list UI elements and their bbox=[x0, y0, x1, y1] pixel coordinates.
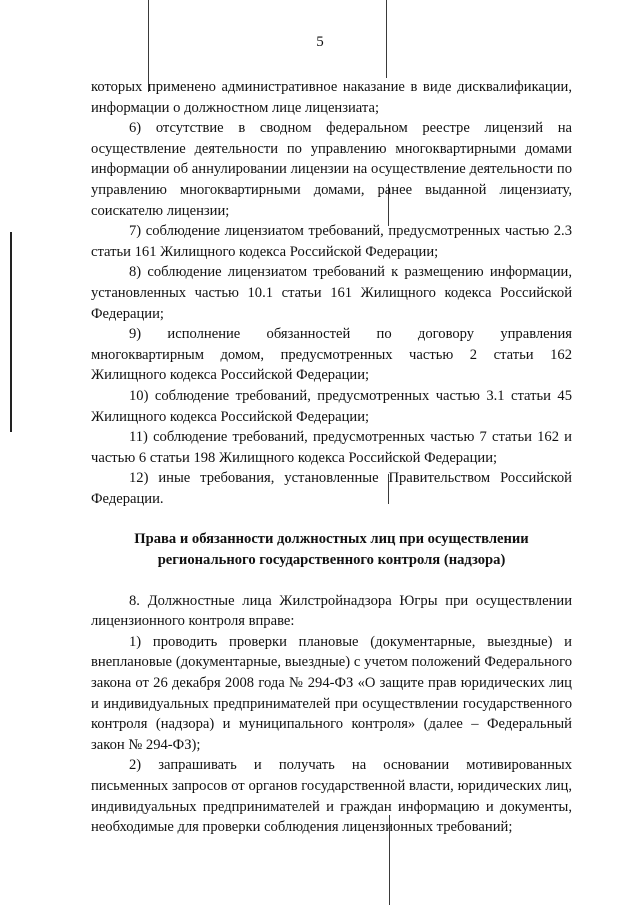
scan-artifact-line bbox=[10, 232, 12, 432]
section-title: Права и обязанности должностных лиц при осуществлении регионального государственного контроля (надзора) bbox=[134, 531, 529, 569]
paragraph: 1) проводить проверки плановые (документарные, выездные) и внеплановые (документарные, выездные) с учетом положений Федерального закона от 26 декабря 2008 года № 294-ФЗ «О защите прав юридических лиц и индивидуальных предпринимателей при осуществлении государственного контроля (надзора) и муниципального контроля» (далее – Федеральный закон № 294-ФЗ); bbox=[91, 633, 572, 753]
paragraph: 6) отсутствие в сводном федеральном реестре лицензий на осуществление деятельности по управлению многоквартирными домами информации об аннулировании лицензии на осуществление деятельности по управлению многоквартирными домами, ранее выданной лицензиату, соискателю лицензии; bbox=[91, 120, 572, 219]
paragraph: которых применено административное наказание в виде дисквалификации, информации о должностном лице лицензиата; bbox=[91, 79, 572, 116]
paragraph: 7) соблюдение лицензиатом требований, предусмотренных частью 2.3 статьи 161 Жилищного кодекса Российской Федерации; bbox=[91, 223, 572, 260]
paragraph: 8. Должностные лица Жилстройнадзора Югры при осуществлении лицензионного контроля вправе: bbox=[91, 592, 572, 630]
paragraph: 2) запрашивать и получать на основании мотивированных письменных запросов от органов государственной власти, юридических лиц, индивидуальных предпринимателей и граждан информацию и документы, необходимые для проверки соблюдения лицензионных требований; bbox=[91, 757, 572, 836]
paragraph: 9) исполнение обязанностей по договору управления многоквартирным домом, предусмотренных частью 2 статьи 162 Жилищного кодекса Российской Федерации; bbox=[91, 326, 572, 384]
paragraph: 8) соблюдение лицензиатом требований к размещению информации, установленных частью 10.1 статьи 161 Жилищного кодекса Российской Федерации; bbox=[91, 264, 572, 322]
document-body bbox=[91, 77, 572, 838]
paragraph: 11) соблюдение требований, предусмотренных частью 7 статьи 162 и частью 6 статьи 198 Жилищного кодекса Российской Федерации; bbox=[91, 429, 572, 466]
paragraph: 10) соблюдение требований, предусмотренных частью 3.1 статьи 45 Жилищного кодекса Российской Федерации; bbox=[91, 387, 572, 425]
page-number: 5 bbox=[316, 34, 324, 50]
paragraph: 12) иные требования, установленные Правительством Российской Федерации. bbox=[91, 470, 572, 507]
